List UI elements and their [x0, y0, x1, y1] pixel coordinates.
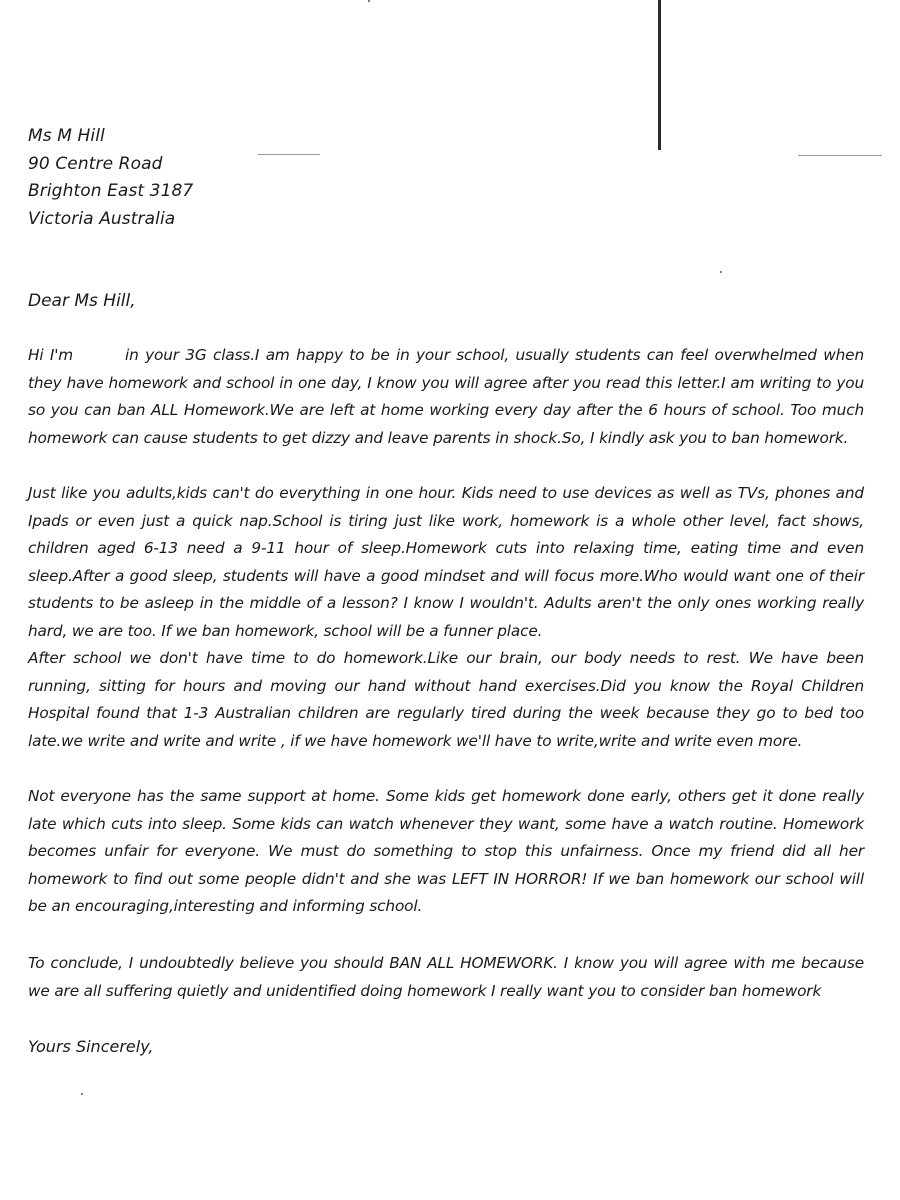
- scan-artifact-vertical-line: [658, 0, 661, 150]
- scan-artifact-dot: [368, 0, 370, 2]
- salutation: Dear Ms Hill,: [28, 291, 136, 311]
- paragraph-introduction: [28, 342, 864, 452]
- paragraph-rest: After school we don't have time to do homework.Like our brain, our body needs to rest. We have been running, sitting for hours and moving our hand without hand exercises.Did you know the Royal Children Hospital found that 1-3 Australian children are regularly tired during the week because they go to bed too late.we write and write and write , if we have homework we'll have to write,write and write even more.: [28, 649, 864, 750]
- intro-text: in your 3G class.I am happy to be in your school, usually students can feel overwhelmed when they have homework and school in one day, I know you will agree after you read this letter.I am writing to you so you can ban ALL Homework.We are left at home working every day after the 6 hours of school. Too much homework can cause students to get dizzy and leave parents in shock.So, I kindly ask you to ban homework.: [28, 346, 864, 447]
- paragraph-sleep: Just like you adults,kids can't do everything in one hour. Kids need to use devices as well as TVs, phones and Ipads or even just a quick nap.School is tiring just like work, homework is a whole other level, fact shows, children aged 6-13 need a 9-11 hour of sleep.Homework cuts into relaxing time, eating time and even sleep.After a good sleep, students will have a good mindset and will focus more.Who would want one of their students to be asleep in the middle of a lesson? I know I wouldn't. Adults aren't the only ones working really hard, we are too. If we ban homework, school will be a funner place.: [28, 484, 864, 640]
- intro-greeting: Hi I'm: [28, 346, 74, 364]
- paragraph-conclusion: To conclude, I undoubtedly believe you should BAN ALL HOMEWORK. I know you will agree with me because we are all suffering quietly and unidentified doing homework I really want you to consider ban homework: [28, 954, 864, 1000]
- paragraph-fairness: Not everyone has the same support at home. Some kids get homework done early, others get it done really late which cuts into sleep. Some kids can watch whenever they want, some have a watch routine. Homework becomes unfair for everyone. We must do something to stop this unfairness. Once my friend did all her homework to find out some people didn't and she was LEFT IN HORROR! If we ban homework our school will be an encouraging,interesting and informing school.: [28, 787, 864, 916]
- scan-artifact-dash: [258, 154, 320, 155]
- recipient-street: 90 Centre Road: [28, 153, 163, 174]
- scan-artifact-dash: [798, 155, 882, 156]
- recipient-suburb: Brighton East 3187: [28, 181, 194, 201]
- recipient-name: Ms M Hill: [28, 126, 105, 146]
- recipient-region: Victoria Australia: [28, 208, 176, 229]
- signoff: Yours Sincerely,: [28, 1037, 154, 1056]
- scan-artifact-dot: [81, 1093, 83, 1095]
- scan-artifact-dot: [720, 271, 722, 273]
- recipient-address: [28, 123, 193, 233]
